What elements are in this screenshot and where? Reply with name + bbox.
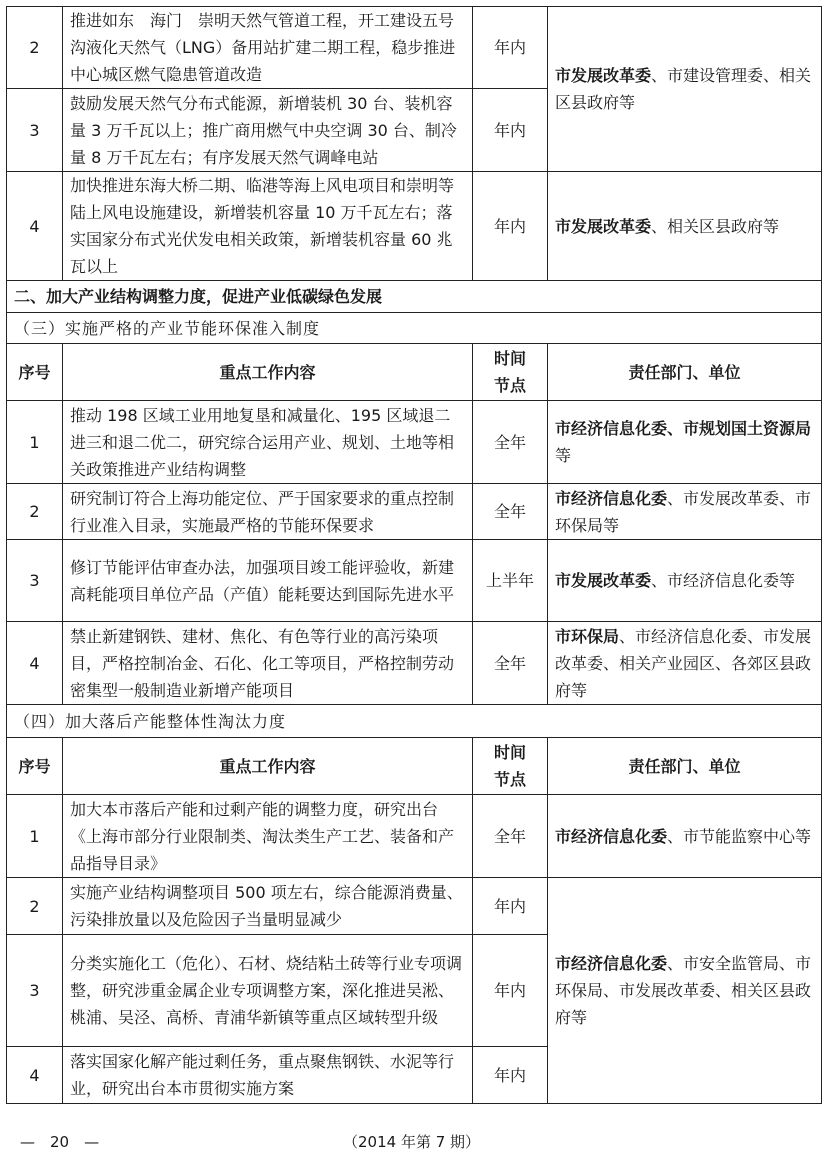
responsible-dept [548, 172, 822, 281]
lead-dept: 市环保局 [555, 626, 620, 646]
work-plan-table [6, 6, 822, 1104]
page-footer [0, 1131, 827, 1153]
other-depts: 、相关区县政府等 [651, 216, 780, 236]
other-depts: 、市经济信息化委、市发展改革委、相关产业园区、各郊区县政府等 [555, 626, 812, 700]
responsible-dept [548, 401, 822, 484]
time-node: 全年 [473, 795, 548, 878]
time-node: 年内 [473, 89, 548, 172]
header-time-line1: 时间 [493, 743, 526, 762]
responsible-dept [548, 540, 822, 622]
row-number: 2 [7, 484, 63, 540]
row-number: 2 [7, 7, 63, 89]
header-num: 序号 [7, 738, 63, 795]
table-row [7, 795, 822, 878]
table-row [7, 540, 822, 622]
time-node: 全年 [473, 484, 548, 540]
header-time [473, 344, 548, 401]
row-number: 4 [7, 172, 63, 281]
table-row [7, 401, 822, 484]
responsible-dept [548, 622, 822, 705]
page-number: — 20 — [20, 1133, 100, 1151]
responsible-dept [548, 795, 822, 878]
other-depts: 、市节能监察中心等 [667, 826, 812, 846]
section-title: 二、加大产业结构调整力度，促进产业低碳绿色发展 [7, 281, 822, 313]
lead-dept: 市经济信息化委、市规划国土资源局 [555, 419, 812, 438]
lead-dept: 市经济信息化委 [555, 954, 668, 973]
time-node: 全年 [473, 622, 548, 705]
header-time-line2: 节点 [493, 376, 526, 395]
row-number: 3 [7, 89, 63, 172]
header-time [473, 738, 548, 795]
work-content: 实施产业结构调整项目 500 项左右，综合能源消费量、污染排放量以及危险因子当量明显减少 [63, 878, 473, 935]
table-row [7, 484, 822, 540]
work-content: 鼓励发展天然气分布式能源，新增装机 30 台、装机容量 3 万千瓦以上；推广商用燃气中央空调 30 台、制冷量 8 万千瓦左右；有序发展天然气调峰电站 [63, 89, 473, 172]
header-dept: 责任部门、单位 [548, 738, 822, 795]
header-num: 序号 [7, 344, 63, 401]
work-content: 修订节能评估审查办法，加强项目竣工能评验收，新建高耗能项目单位产品（产值）能耗要达到国际先进水平 [63, 540, 473, 622]
responsible-dept [548, 484, 822, 540]
subsection-heading-row [7, 313, 822, 344]
header-time-line1: 时间 [493, 349, 526, 368]
work-content: 推动 198 区域工业用地复垦和减量化、195 区域退二进三和退二优二，研究综合运用产业、规划、土地等相关政策推进产业结构调整 [63, 401, 473, 484]
header-content: 重点工作内容 [63, 738, 473, 795]
table-row [7, 622, 822, 705]
time-node: 年内 [473, 878, 548, 935]
work-content: 推进如东 海门 崇明天然气管道工程，开工建设五号沟液化天然气（LNG）备用站扩建二期工程，稳步推进中心城区燃气隐患管道改造 [63, 7, 473, 89]
work-content: 禁止新建钢铁、建材、焦化、有色等行业的高污染项目，严格控制冶金、石化、化工等项目，严格控制劳动密集型一般制造业新增产能项目 [63, 622, 473, 705]
table-row [7, 172, 822, 281]
section-heading-row [7, 281, 822, 313]
time-node: 年内 [473, 172, 548, 281]
row-number: 4 [7, 1047, 63, 1104]
lead-dept: 市发展改革委 [555, 571, 652, 590]
other-depts: 、市建设管理委、相关区县政府等 [555, 66, 812, 112]
time-node: 年内 [473, 935, 548, 1047]
work-content: 加大本市落后产能和过剩产能的调整力度，研究出台《上海市部分行业限制类、淘汰类生产工艺、装备和产品指导目录》 [63, 795, 473, 878]
row-number: 2 [7, 878, 63, 935]
time-node: 全年 [473, 401, 548, 484]
lead-dept: 市经济信息化委 [555, 826, 668, 846]
row-number: 3 [7, 935, 63, 1047]
time-node: 年内 [473, 7, 548, 89]
table-row [7, 878, 822, 935]
work-content: 落实国家化解产能过剩任务，重点聚焦钢铁、水泥等行业，研究出台本市贯彻实施方案 [63, 1047, 473, 1104]
lead-dept: 市发展改革委 [555, 216, 652, 236]
table-header [7, 738, 822, 795]
row-number: 4 [7, 622, 63, 705]
responsible-dept [548, 878, 822, 1104]
other-depts: 、市经济信息化委等 [651, 571, 796, 590]
row-number: 1 [7, 795, 63, 878]
time-node: 年内 [473, 1047, 548, 1104]
header-content: 重点工作内容 [63, 344, 473, 401]
table-header [7, 344, 822, 401]
other-depts: 、市发展改革委、市环保局等 [555, 488, 812, 535]
work-content: 分类实施化工（危化）、石材、烧结粘土砖等行业专项调整，研究涉重金属企业专项调整方案，深化推进吴淞、桃浦、吴泾、高桥、青浦华新镇等重点区域转型升级 [63, 935, 473, 1047]
time-node: 上半年 [473, 540, 548, 622]
table-row [7, 7, 822, 89]
header-dept: 责任部门、单位 [548, 344, 822, 401]
subsection-title: （四）加大落后产能整体性淘汰力度 [7, 705, 822, 738]
other-depts: 等 [555, 446, 572, 465]
issue-label: （2014 年第 7 期） [343, 1133, 481, 1151]
subsection-title: （三）实施严格的产业节能环保准入制度 [7, 313, 822, 344]
subsection-heading-row [7, 705, 822, 738]
work-content: 研究制订符合上海功能定位、严于国家要求的重点控制行业准入目录，实施最严格的节能环保要求 [63, 484, 473, 540]
lead-dept: 市经济信息化委 [555, 488, 668, 508]
header-time-line2: 节点 [493, 770, 526, 789]
other-depts: 、市安全监管局、市环保局、市发展改革委、相关区县政府等 [555, 954, 812, 1027]
row-number: 3 [7, 540, 63, 622]
lead-dept: 市发展改革委 [555, 66, 652, 85]
row-number: 1 [7, 401, 63, 484]
work-content: 加快推进东海大桥二期、临港等海上风电项目和崇明等陆上风电设施建设，新增装机容量 10 万千瓦左右；落实国家分布式光伏发电相关政策，新增装机容量 60 兆瓦以上 [63, 172, 473, 281]
responsible-dept [548, 7, 822, 172]
